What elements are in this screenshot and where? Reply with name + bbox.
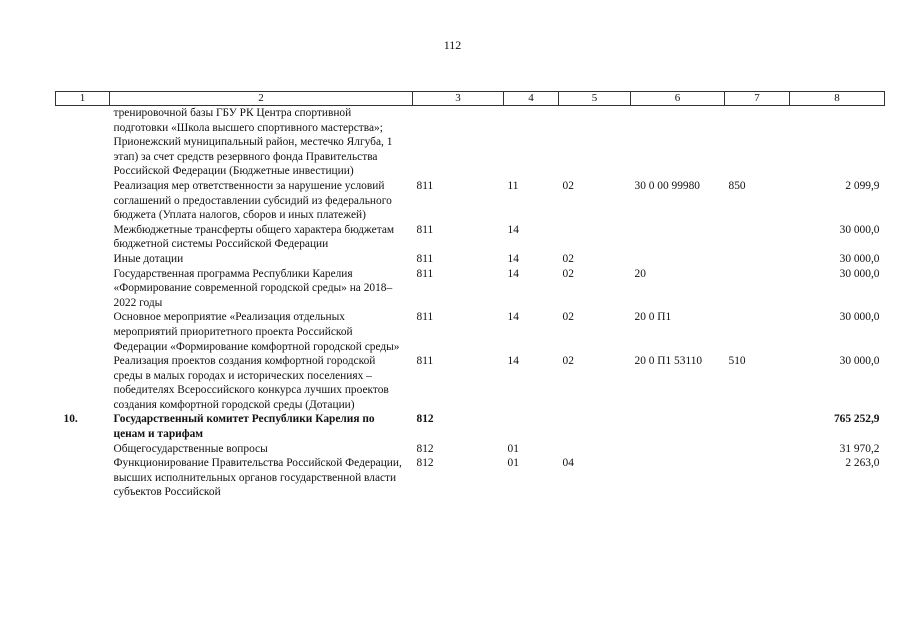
budget-table [55, 91, 885, 500]
table-row [56, 179, 885, 223]
page-number: 112 [443, 38, 462, 52]
expense-type-cell [725, 412, 790, 441]
row-number-cell [56, 106, 110, 179]
table-row [56, 442, 885, 457]
expense-type-cell [725, 252, 790, 267]
item-name-cell: Основное мероприятие «Реализация отдельных мероприятий приоритетного проекта Российской Федерации «Формирование комфортной городской среды» [113, 311, 400, 353]
row-number-cell [56, 267, 110, 311]
target-article-cell: 30 0 00 99980 [634, 179, 700, 192]
subsection-code-cell [559, 442, 631, 457]
target-article-cell [631, 442, 725, 457]
expense-type-cell [725, 106, 790, 179]
ministry-code-cell: 811 [416, 267, 434, 280]
row-number-cell [56, 456, 110, 500]
ministry-code-cell: 811 [416, 223, 434, 236]
item-name-cell: Государственный комитет Республики Карелия по ценам и тарифам [113, 413, 375, 441]
column-header: 5 [559, 92, 631, 106]
expense-type-cell [725, 267, 790, 311]
ministry-code-cell: 812 [416, 442, 434, 455]
section-code-cell: 14 [507, 223, 519, 236]
item-name-cell: Функционирование Правительства Российской Федерации, высших исполнительных органов государственной власти субъектов Российской [113, 457, 402, 499]
section-code-cell: 14 [507, 311, 519, 324]
table-row [56, 354, 885, 412]
ministry-code-cell: 812 [416, 413, 434, 426]
ministry-code-cell [413, 106, 504, 179]
table-row [56, 456, 885, 500]
row-number-cell: 10. [63, 413, 78, 426]
row-number-cell [56, 442, 110, 457]
section-code-cell: 11 [507, 179, 519, 192]
target-article-cell: 20 0 П1 [634, 311, 672, 324]
amount-cell: 31 970,2 [839, 442, 880, 455]
column-header: 4 [504, 92, 559, 106]
column-header: 6 [631, 92, 725, 106]
ministry-code-cell: 811 [416, 311, 434, 324]
table-row [56, 267, 885, 311]
ministry-code-cell: 811 [416, 179, 434, 192]
ministry-code-cell: 811 [416, 252, 434, 265]
column-header: 2 [110, 92, 413, 106]
column-header: 7 [725, 92, 790, 106]
table-row [56, 412, 885, 441]
expense-type-cell: 510 [728, 355, 746, 368]
ministry-code-cell: 811 [416, 355, 434, 368]
item-name-cell: Общегосударственные вопросы [113, 442, 268, 455]
section-code-cell: 01 [507, 442, 519, 455]
expense-type-cell [725, 442, 790, 457]
target-article-cell [631, 223, 725, 252]
row-number-cell [56, 252, 110, 267]
amount-cell: 30 000,0 [839, 252, 880, 265]
section-code-cell: 01 [507, 457, 519, 470]
section-code-cell: 14 [507, 252, 519, 265]
subsection-code-cell [559, 106, 631, 179]
row-number-cell [56, 179, 110, 223]
table-row [56, 223, 885, 252]
subsection-code-cell: 02 [562, 355, 574, 368]
item-name-cell: Межбюджетные трансферты общего характера бюджетам бюджетной системы Российской Федерации [113, 223, 395, 251]
section-code-cell [504, 412, 559, 441]
table-body [56, 106, 885, 501]
subsection-code-cell: 02 [562, 252, 574, 265]
subsection-code-cell: 02 [562, 179, 574, 192]
column-header: 1 [56, 92, 110, 106]
row-number-cell [56, 223, 110, 252]
subsection-code-cell: 02 [562, 311, 574, 324]
target-article-cell [631, 106, 725, 179]
item-name-cell: Реализация проектов создания комфортной городской среды в малых городах и исторических поселениях – победителях Всероссийского конкурса лучших проектов создания комфортной городской среды (Дотации) [113, 355, 389, 411]
target-article-cell [631, 412, 725, 441]
table-row [56, 252, 885, 267]
target-article-cell [631, 456, 725, 500]
table-row [56, 106, 885, 179]
table-row [56, 310, 885, 354]
amount-cell [790, 106, 885, 179]
subsection-code-cell [559, 223, 631, 252]
expense-type-cell: 850 [728, 179, 746, 192]
amount-cell: 765 252,9 [833, 413, 880, 426]
target-article-cell [631, 252, 725, 267]
expense-type-cell [725, 310, 790, 354]
amount-cell: 30 000,0 [839, 311, 880, 324]
amount-cell: 30 000,0 [839, 223, 880, 236]
item-name-cell: Иные дотации [113, 252, 184, 265]
target-article-cell: 20 [634, 267, 646, 280]
section-code-cell [504, 106, 559, 179]
item-name-cell: Реализация мер ответственности за нарушение условий соглашений о предоставлении субсидий из федерального бюджета (Уплата налогов, сборов и иных платежей) [113, 179, 392, 222]
section-code-cell: 14 [507, 267, 519, 280]
amount-cell: 2 263,0 [845, 457, 880, 470]
row-number-cell [56, 310, 110, 354]
ministry-code-cell: 812 [416, 457, 434, 470]
subsection-code-cell: 04 [562, 457, 574, 470]
subsection-code-cell: 02 [562, 267, 574, 280]
header-row [56, 92, 885, 106]
item-name-cell: Государственная программа Республики Карелия «Формирование современной городской среды» на 2018–2022 годы [113, 267, 393, 309]
target-article-cell: 20 0 П1 53110 [634, 355, 703, 368]
item-name-cell: тренировочной базы ГБУ РК Центра спортивной подготовки «Школа высшего спортивного мастерства»; Прионежский муниципальный район, местечко Ялгуба, 1 этап) за счет средств резервного фонда Правительства Российской Федерации (Бюджетные инвестиции) [113, 107, 393, 178]
amount-cell: 30 000,0 [839, 355, 880, 368]
row-number-cell [56, 354, 110, 412]
subsection-code-cell [559, 412, 631, 441]
section-code-cell: 14 [507, 355, 519, 368]
amount-cell: 30 000,0 [839, 267, 880, 280]
column-header: 3 [413, 92, 504, 106]
column-header: 8 [790, 92, 885, 106]
expense-type-cell [725, 223, 790, 252]
amount-cell: 2 099,9 [845, 179, 880, 192]
expense-type-cell [725, 456, 790, 500]
